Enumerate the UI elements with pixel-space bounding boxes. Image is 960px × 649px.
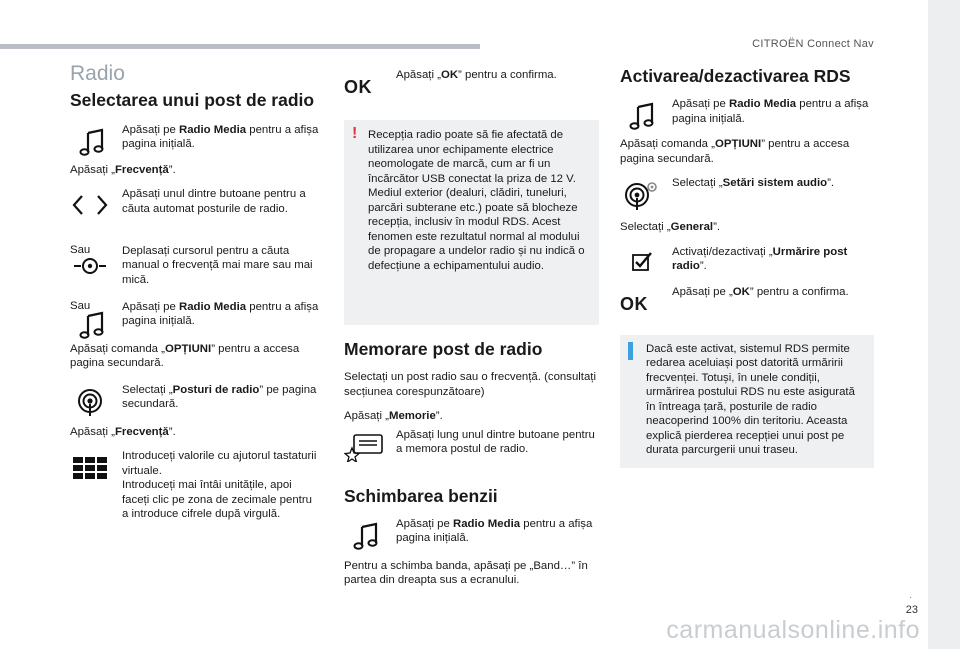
heading-change-band: Schimbarea benzii: [344, 485, 498, 506]
step-ok-confirm: OK Apăsați „OK” pentru a confirma.: [344, 68, 599, 98]
cursor-dial-icon: [70, 252, 110, 282]
music-note-icon: [620, 101, 660, 131]
preset-button-icon: [344, 432, 384, 462]
warning-box: ! Recepția radio poate să fie afectată de utilizarea unor echipamente electrice neomologate de marcă, cum ar fi un încărcător USB conectat la priza de 12 V. Mediul exterior (dealuri, clădiri, tuneluri, parcări subterane etc.) poate să blocheze recepția, inclusiv în modul RDS. Acest fenomen este rezultatul normal al modului de propagare a undelor radio și nu indică o defecțiune a echipamentului audio.: [344, 120, 599, 325]
step-auto-search: Apăsați unul dintre butoane pentru a căuta automat posturile de radio.: [70, 187, 320, 217]
para-options-rds: Apăsați comanda „OPȚIUNI” pentru a accesa pagina secundară.: [620, 138, 850, 165]
music-note-icon: [344, 521, 384, 551]
step-radio-stations: Selectați „Posturi de radio” pe pagina secundară.: [70, 383, 320, 413]
or-label-2: Sau: [70, 300, 91, 312]
step-audio-settings: Selectați „Setări sistem audio”.: [620, 176, 874, 206]
keypad-icon: [70, 453, 110, 483]
step-station-tracking: Activați/dezactivați „Urmărire post radio”.: [620, 245, 874, 275]
side-strip: [928, 0, 960, 649]
header-rule: [0, 44, 480, 49]
info-icon: [628, 342, 633, 360]
or-label: Sau: [70, 244, 91, 256]
music-note-icon: [70, 127, 110, 157]
para-frequency-2: Apăsați „Frecvență”.: [70, 425, 176, 438]
column-radio-select: [70, 60, 320, 522]
para-select-station: Selectați un post radio sau o frecvență. (consultați secțiunea corespunzătoare): [344, 371, 597, 398]
radio-settings-icon: [620, 180, 660, 210]
page-number: 23: [905, 604, 918, 616]
heading-rds: Activarea/dezactivarea RDS: [620, 66, 851, 86]
heading-store-station: Memorare post de radio: [344, 339, 543, 359]
step-virtual-keyboard: Introduceți valorile cu ajutorul tastaturii virtuale. Introduceți mai întâi unitățile, apoi faceți clic pe zona de zecimale pentru a introduce cifrele după virgulă.: [70, 449, 320, 522]
step-radio-media-rds: Apăsați pe Radio Media pentru a afișa pagina inițială.: [620, 97, 874, 127]
step-radio-media-band: Apăsați pe Radio Media pentru a afișa pagina inițială.: [344, 517, 599, 547]
column-store-station: [344, 60, 599, 588]
radio-broadcast-icon: [70, 387, 110, 417]
para-band: Pentru a schimba banda, apăsați pe „Band…” în partea din dreapta sus a ecranului.: [344, 559, 588, 586]
column-rds: [620, 60, 874, 468]
info-box: Dacă este activat, sistemul RDS permite redarea aceluiași post datorită urmăririi frecvenței. Totuși, în unele condiții, urmărirea postului RDS nu este asigurată în întreaga țară, posturile de radio neacoperind 100% din teritoriu. Aceasta explică pierderea recepției unui post pe durata parcurgerii unui traseu.: [620, 335, 874, 468]
watermark: carmanualsonline.info: [666, 616, 920, 644]
brand-label: CITROËN Connect Nav: [752, 38, 874, 50]
step-radio-media-2: Apăsați pe Radio Media pentru a afișa pagina inițială.: [70, 300, 320, 330]
step-ok-rds: OK Apăsați pe „OK” pentru a confirma.: [620, 285, 874, 315]
ok-icon: OK: [620, 293, 648, 314]
para-frequency: Apăsați „Frecvență”.: [70, 163, 176, 176]
chevron-left-right-icon: [70, 191, 110, 221]
checkbox-icon: [620, 249, 660, 279]
continue-dot: .: [909, 590, 912, 601]
para-general: Selectați „General”.: [620, 221, 721, 233]
section-title: Radio: [70, 62, 125, 85]
warning-icon: !: [352, 125, 358, 142]
music-note-icon: [70, 310, 110, 340]
ok-icon: OK: [344, 77, 372, 97]
step-radio-media: Apăsați pe Radio Media pentru a afișa pagina inițială.: [70, 123, 320, 153]
para-options: Apăsați comanda „OPȚIUNI” pentru a accesa pagina secundară.: [70, 342, 300, 369]
step-long-press: Apăsați lung unul dintre butoane pentru a memora postul de radio.: [344, 428, 599, 458]
step-manual-search: Deplasați cursorul pentru a căuta manual o frecvență mai mare sau mai mică.: [70, 244, 320, 288]
para-memory: Apăsați „Memorie”.: [344, 410, 443, 422]
heading-select-station: Selectarea unui post de radio: [70, 89, 315, 110]
